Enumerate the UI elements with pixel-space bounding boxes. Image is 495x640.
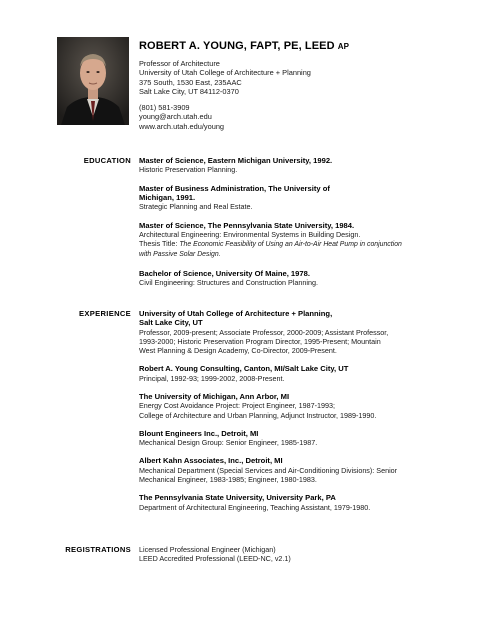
experience-entry: [139, 309, 484, 355]
experience-entry: [139, 429, 484, 448]
education-entry: [139, 184, 484, 212]
entry-desc: Energy Cost Avoidance Project: Project Engineer, 1987-1993;: [139, 401, 336, 411]
entry-desc: Professor, 2009-present; Associate Professor, 2000-2009; Assistant Professor,: [139, 327, 389, 337]
entry-desc: Strategic Planning and Real Estate.: [139, 202, 253, 212]
entry-desc: West Planning & Design Academy, Co-Director, 2009-Present.: [139, 346, 337, 356]
experience-entry: [139, 493, 484, 512]
job-title: Professor of Architecture: [139, 59, 220, 68]
portrait-photo: [57, 37, 129, 125]
section-label-experience: EXPERIENCE: [79, 309, 131, 318]
entry-desc: Mechanical Design Group: Senior Engineer, 1985-1987.: [139, 438, 318, 448]
entry-title: Michigan, 1991.: [139, 193, 196, 203]
entry-desc: Principal, 1992-93; 1999-2002, 2008-Present.: [139, 373, 285, 383]
thesis-title: with Passive Solar Design.: [139, 251, 221, 259]
education-entry: [139, 269, 484, 288]
institution: University of Utah College of Architecture + Planning: [139, 68, 311, 78]
experience-entry: [139, 364, 484, 383]
entry-title: Master of Science, The Pennsylvania State University, 1984.: [139, 220, 355, 230]
entry-title: Salt Lake City, UT: [139, 318, 203, 328]
education-entry: [139, 221, 484, 260]
contact-header: [139, 40, 479, 131]
section-label-registrations: REGISTRATIONS: [65, 545, 131, 554]
experience-entry: [139, 456, 484, 484]
name-text: ROBERT A. YOUNG, FAPT, PE, LEED: [139, 40, 335, 52]
thesis-prefix: Thesis Title:: [139, 239, 180, 249]
entry-title: Robert A. Young Consulting, Canton, MI/Salt Lake City, UT: [139, 364, 349, 374]
entry-title: University of Utah College of Architecture + Planning,: [139, 309, 333, 318]
entry-title: Albert Kahn Associates, Inc., Detroit, MI: [139, 456, 283, 466]
address-line-1: 375 South, 1530 East, 235AAC: [139, 77, 242, 87]
registrations-list: [139, 545, 484, 563]
email-link[interactable]: young@arch.utah.edu: [139, 112, 212, 122]
entry-desc: Mechanical Department (Special Services and Air-Conditioning Divisions): Senior: [139, 465, 398, 475]
portrait-illustration: [57, 37, 129, 125]
section-label-education: EDUCATION: [83, 156, 131, 165]
entry-desc: College of Architecture and Urban Planning, Adjunct Instructor, 1989-1990.: [139, 410, 377, 420]
person-name: [139, 40, 479, 52]
entry-title: Blount Engineers Inc., Detroit, MI: [139, 428, 259, 438]
thesis-line: [139, 239, 484, 249]
registration-item: LEED Accredited Professional (LEED-NC, v2.1): [139, 554, 291, 564]
name-suffix: AP: [337, 42, 350, 51]
address-line-2: Salt Lake City, UT 84112-0370: [139, 86, 239, 96]
entry-desc: Historic Preservation Planning.: [139, 165, 238, 175]
registration-item: Licensed Professional Engineer (Michigan): [139, 545, 276, 554]
entry-desc: Department of Architectural Engineering, Teaching Assistant, 1979-1980.: [139, 502, 371, 512]
phone: (801) 581-3909: [139, 103, 190, 113]
entry-desc: 1993-2000; Historic Preservation Program Director, 1995-Present; Mountain: [139, 337, 381, 347]
entry-title: Master of Science, Eastern Michigan University, 1992.: [139, 156, 333, 165]
experience-list: [139, 309, 484, 521]
entry-title: Bachelor of Science, University Of Maine, 1978.: [139, 268, 310, 278]
thesis-line: [139, 249, 484, 259]
website-link[interactable]: www.arch.utah.edu/young: [139, 121, 225, 131]
thesis-title: The Economic Feasibility of Using an Air-to-Air Heat Pump in conjunction: [179, 241, 402, 249]
entry-title: The Pennsylvania State University, University Park, PA: [139, 493, 336, 503]
education-entry: [139, 156, 484, 175]
entry-desc: Architectural Engineering: Environmental Systems in Building Design.: [139, 230, 361, 240]
entry-title: Master of Business Administration, The University of: [139, 183, 330, 193]
entry-desc: Mechanical Engineer, 1983-1985; Engineer, 1980-1983.: [139, 475, 317, 485]
entry-title: The University of Michigan, Ann Arbor, MI: [139, 392, 290, 402]
entry-desc: Civil Engineering: Structures and Construction Planning.: [139, 278, 318, 288]
experience-entry: [139, 392, 484, 420]
education-list: [139, 156, 484, 296]
